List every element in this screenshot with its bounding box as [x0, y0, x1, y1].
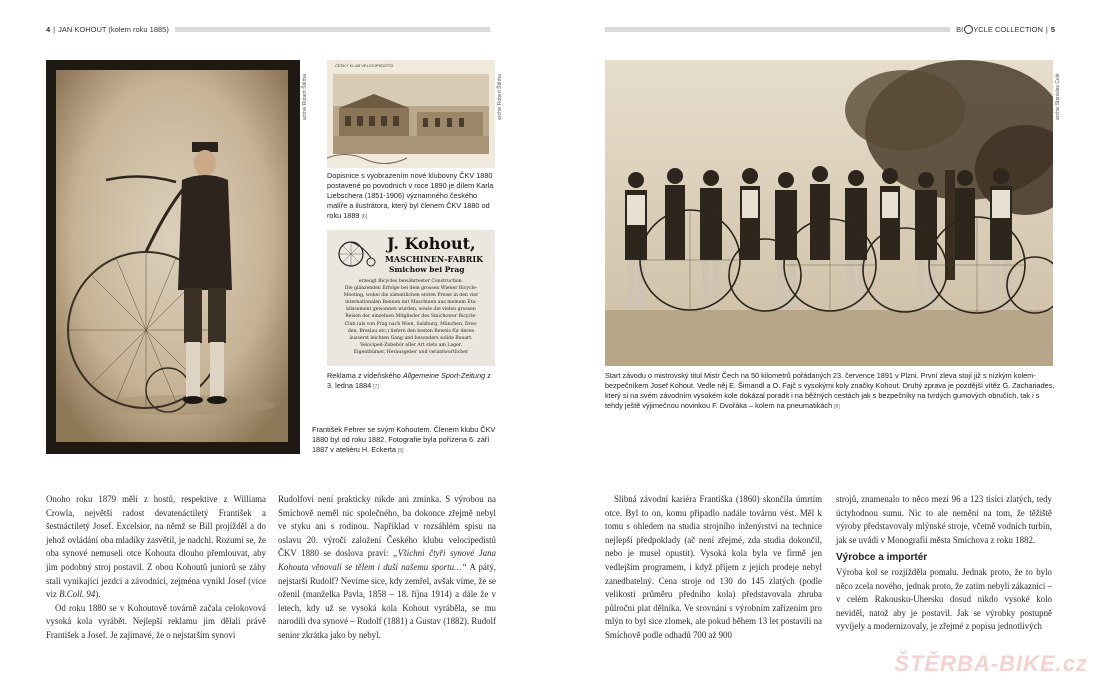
- portrait-credit: archiv Robert Štěrba: [302, 74, 308, 120]
- ad-line: den, Breslau etc.) liefern den besten Beweis für deren: [347, 328, 475, 334]
- caption-ad: Reklama z vídeňského Allgemeine Sport-Zeitung z 3. ledna 1884 [7]: [327, 371, 491, 390]
- ad-line: Velociped-Zubehör aller Art stets am Lager.: [360, 342, 462, 348]
- col4-paragraph-2: Výroba kol se rozjížděla pomalu. Jednak proto, že to bylo něco zcela nového, jednak proto, že zatím nebyli zákazníci – v celém Rakousku-Uhersku dosud nikdo vysoké kolo neviděl, natož aby je postavil. Jak se výrobky postupně vyvíjely a modernizovaly, je zřejmé z popisu jednotlivých: [836, 566, 1052, 632]
- ad-body: [333, 278, 489, 356]
- ad-line: Meeting, wobei die sämmtlichen ersten Preise in den vier: [343, 293, 479, 299]
- header-rule-right: [605, 27, 950, 32]
- caption-portrait: František Fehrer se svým Kohoutem. Členem klubu ČKV 1880 byl od roku 1882. Fotografie byla pořízena 6. září 1887 v ateliéru H. Eckerta [5]: [312, 425, 496, 454]
- running-head-title: JAN KOHOUT (kolem roku 1885): [58, 24, 169, 34]
- photo-cyclist-portrait: [46, 60, 300, 454]
- postcard-credit: archiv Robert Štěrba: [497, 74, 503, 120]
- ad-line: internationalen Rennen mit Maschinen aus meinem Eta-: [345, 300, 477, 306]
- caption-postcard: Dopisnice s vyobrazením nové klubovny ČKV 1880 postavené po povodních v roce 1890 je dílem Karla Liebschera (1851-1906) významného českého malíře a ilustrátora, který byl členem ČKV 1880 od roku 1889 [6]: [327, 171, 494, 220]
- race-photo-credit: archiv Stanislav Celé: [1055, 73, 1061, 120]
- right-page: [550, 0, 1100, 687]
- running-head-right: BI YCLE COLLECTION | 5: [605, 22, 1055, 36]
- ad-line: Club (als von Prag nach Wien, Salzburg, München, Dres-: [344, 321, 478, 327]
- col2-paragraph-1: Rudolfovi není prakticky nikde ani zmínka. S výrobou na Smíchově neměl nic společného, ba dokonce zřejmě nebyl ve styku ani s rodinou. Například v rozsáhlém spisu na oslavu 20. výročí založení Českého klubu velocipedistů ČKV 1880 se doslova praví: „Všichni čtyři synové Jana Kohouta věnovali se tělem i duší našemu sportu…“ A pátý, nejstarší Rudolf? Nevíme sice, kdy zemřel, avšak víme, že se oženil (manželka Pavla, 1858 – 18. října 1914) a dále že v letech, kdy už se vysoká kola Kohout vyráběla, se mu narodili dva synové – Rudolf (1881) a Gustav (1882). Rudolf senior zkrátka jako by nebyl.: [278, 494, 496, 640]
- bicycle-c-icon: [964, 25, 973, 34]
- body-column-1: [46, 493, 266, 643]
- ad-line: Die glänzenden Erfolge bei dem grossen Wiener Bicycle-: [344, 286, 478, 292]
- body-column-2: [278, 493, 496, 643]
- ad-line: blissement gewonnen wurden, sowie die vielen grossen: [346, 307, 476, 313]
- photo-race-start: [605, 60, 1053, 366]
- postcard-illustration: [327, 60, 495, 168]
- ad-line: äusserst leichten Gang und besonders solide Bauart.: [349, 335, 473, 341]
- section-heading: Výrobce a importér: [836, 552, 928, 564]
- page-number-right: 5: [1050, 24, 1055, 34]
- running-head-left: 4 | JAN KOHOUT (kolem roku 1885): [46, 22, 496, 36]
- ad-line: erzeugt Bicycles bewährtester Construction.: [358, 279, 464, 284]
- postcard-header-text: ČESKÝ KLUB VELOCIPEDISTŮ: [335, 63, 394, 68]
- portrait-illustration: [46, 60, 300, 454]
- header-rule: [175, 27, 490, 32]
- photo-clubhouse-postcard: [327, 60, 495, 168]
- kohout-advertisement: [327, 230, 495, 366]
- col4-paragraph-1: strojů, znamenalo to něco mezi 96 a 123 tisíci zlatých, tedy úctyhodnou sumu. Nic to ale nemění na tom, že těžiště výroby představovaly mlýnské stroje, včetně vodních turbín, jak se uvádí v Monografii města Smíchova z roku 1882.: [836, 494, 1052, 545]
- body-column-3: [605, 493, 822, 643]
- col3-paragraph-1: Slibná závodní kariéra Františka (1860) skončila úmrtím otce. Byl to on, komu připadlo nadále továrnu vést. Měl k tomu s ohledem na studia strojního inženýrství na technice nejlepší předpoklady (ač není zřejmé, zda studia dokončil, nebo je musel opustit). Vysoká kola byla ve firmě jen vedlejším programem, i když příjem z jejich prodeje nebyl zanedbatelný. Cena stroje od 130 do 145 zlatých (podle velikosti průměru předního kola) představovala zhruba půlroční plat dělníka. Ve srovnání s výrobním zařízením pro mlýn to byl sice zlomek, ale pokud během 13 let postavili na Smíchově podle odhadů 700 až 900: [605, 494, 822, 640]
- body-column-4: [836, 493, 1052, 634]
- col1-paragraph-1: Onoho roku 1879 měli z hostů, respektive z Williama Crowla, největší radost devatenáctiletý František a šestnáctiletý Josef. Excelsior, na němž se Bill projížděl a do jehož ovládání oba mladíky zasvětil, je nadchl. Rozumí se, že oba synové nemuseli otce Kohouta dlouho přemlouvat, aby jim podobný stroj postavil. Z obou Kohoutů juniorů se záhy stali vynikající jezdci a závodníci, zejména vynikl Josef (více viz B.Coll. 94).: [46, 494, 266, 600]
- penny-farthing-icon: [333, 238, 379, 268]
- caption-race: Start závodu o mistrovský titul Mistr Čech na 50 kilometrů pořádaných 23. července 1891 v Plzni. První zleva stojí již s nízkým kolem-bezpečníkem Josef Kohout. Vedle něj E. Šimandl a O. Fajč s vysokými koly značky Kohout. Druhý zprava je pozdější vítěz G. Zachariades, který si na svém závodním vysokém kole dokázal poradit i na běžných cestách jak s bezpečníky na tvrdých gumových obručích, tak i s tehdy ještě výjimečnou novinkou F. Dvořáka – kolem na pneumatikách [8]: [605, 371, 1055, 410]
- ad-title: J. Kohout,: [387, 234, 476, 253]
- ad-line: Reisen der einzelnen Mitglieder des Smichower Bicycle-: [345, 314, 477, 320]
- page-number-left: 4: [46, 24, 51, 34]
- ad-subtitle: MASCHINEN-FABRIK: [385, 254, 484, 264]
- ad-line: Eigenthümer, Herausgeber und verantwortlicher: [353, 349, 469, 355]
- watermark-logo: ŠTĚRBA-BIKE.cz: [894, 651, 1088, 676]
- ad-location: Smichow bei Prag: [389, 265, 465, 274]
- race-photo-illustration: [605, 60, 1053, 366]
- col1-paragraph-2: Od roku 1880 se v Kohoutově továrně začala celokovová vysoká kola vyrábět. Nejlepší reklamu jim dělali právě František a Josef. Je zajímavé, že o nejstarším synovi: [46, 602, 266, 640]
